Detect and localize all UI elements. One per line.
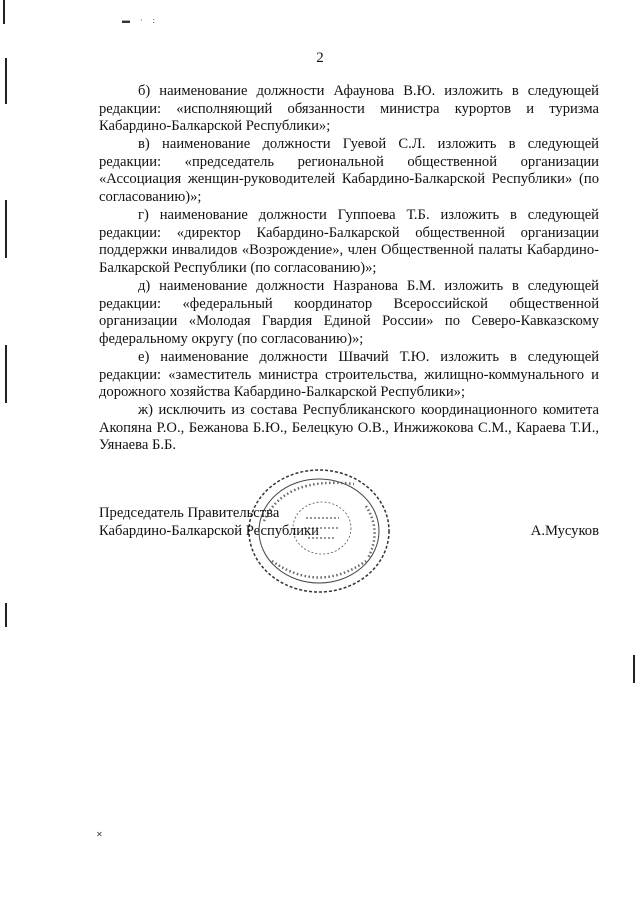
signatory-title-line2: Кабардино-Балкарской Республики — [99, 522, 319, 539]
page-number: 2 — [316, 50, 324, 66]
paragraph-e: е) наименование должности Швачий Т.Ю. изложить в следующей редакции: «заместитель министра строительства, жилищно-коммунального и дорожного хозяйства Кабардино-Балкарской Республики»; — [99, 348, 599, 401]
scan-edge-mark — [5, 345, 7, 403]
scan-edge-mark — [3, 0, 5, 24]
signature-block — [99, 505, 599, 540]
scan-edge-mark — [5, 200, 7, 258]
paragraph-zh: ж) исключить из состава Республиканского координационного комитета Акопяна Р.О., Бежанова Б.Ю., Белецкую О.В., Инжижокова С.М., Караева Т.И., Уянаева Б.Б. — [99, 402, 599, 454]
document-body — [99, 83, 599, 455]
signatory-name: А.Мусуков — [530, 522, 599, 539]
scan-noise: ▬ · : — [122, 16, 159, 25]
paragraph-b: б) наименование должности Афаунова В.Ю. изложить в следующей редакции: «исполняющий обязанности министра курортов и туризма Кабардино-Балкарской Республики»; — [99, 83, 599, 135]
scan-noise: ✕ — [96, 830, 103, 839]
paragraph-d: д) наименование должности Назранова Б.М. изложить в следующей редакции: «федеральный координатор Всероссийской общественной организации «Молодая Гвардия Единой России» по Северо-Кавказскому федеральному округу (по согласованию)»; — [99, 278, 599, 347]
scan-edge-mark — [5, 603, 7, 627]
scan-edge-mark — [633, 655, 635, 683]
signatory-title-line1: Председатель Правительства — [99, 505, 280, 521]
paragraph-g: г) наименование должности Гуппоева Т.Б. изложить в следующей редакции: «директор Кабардино-Балкарской общественной организации поддержки инвалидов «Возрождение», член Общественной палаты Кабардино-Балкарской Республики (по согласованию)»; — [99, 207, 599, 276]
paragraph-v: в) наименование должности Гуевой С.Л. изложить в следующей редакции: «председатель региональной общественной организации «Ассоциация женщин-руководителей Кабардино-Балкарской Республики» (по согласованию)»; — [99, 136, 599, 206]
